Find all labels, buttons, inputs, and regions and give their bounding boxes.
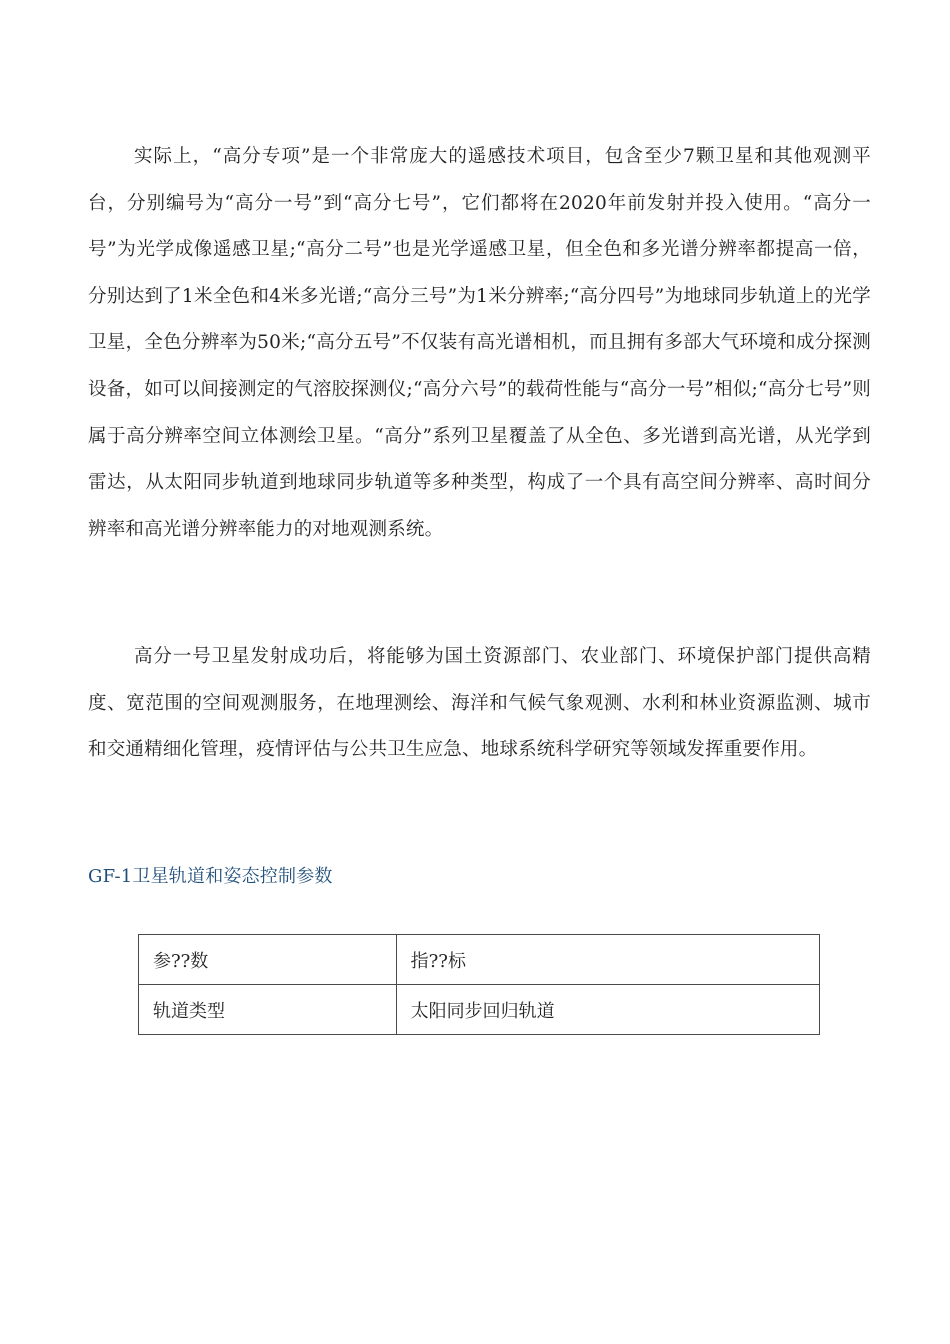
body-paragraph-gaofen-series: 实际上，“高分专项”是一个非常庞大的遥感技术项目，包含至少7颗卫星和其他观测平台，分别编号为“高分一号”到“高分七号”，它们都将在2020年前发射并投入使用。“高分一号”为光学成像遥感卫星;“高分二号”也是光学遥感卫星，但全色和多光谱分辨率都提高一倍，分别达到了1米全色和4米多光谱;“高分三号”为1米分辨率;“高分四号”为地球同步轨道上的光学卫星，全色分辨率为50米;“高分五号”不仅装有高光谱相机，而且拥有多部大气环境和成分探测设备，如可以间接测定的气溶胶探测仪;“高分六号”的载荷性能与“高分一号”相似;“高分七号”则属于高分辨率空间立体测绘卫星。“高分”系列卫星覆盖了从全色、多光谱到高光谱，从光学到雷达，从太阳同步轨道到地球同步轨道等多种类型，构成了一个具有高空间分辨率、高时间分辨率和高光谱分辨率能力的对地观测系统。 bbox=[88, 146, 871, 540]
body-paragraph-gf1-applications: 高分一号卫星发射成功后，将能够为国土资源部门、农业部门、环境保护部门提供高精度、宽范围的空间观测服务，在地理测绘、海洋和气候气象观测、水利和林业资源监测、城市和交通精细化管理，疫情评估与公共卫生应急、地球系统科学研究等领域发挥重要作用。 bbox=[88, 646, 871, 761]
table-row bbox=[139, 985, 820, 1035]
table-cell-parameter: 轨道类型 bbox=[139, 985, 397, 1035]
header-cell-indicator: 指??标 bbox=[396, 935, 819, 985]
table-cell-value: 太阳同步回归轨道 bbox=[396, 985, 819, 1035]
header-cell-parameter: 参??数 bbox=[139, 935, 397, 985]
table-header-row bbox=[139, 935, 820, 985]
parameter-table bbox=[138, 934, 820, 1035]
table-caption: GF-1卫星轨道和姿态控制参数 bbox=[88, 866, 333, 887]
